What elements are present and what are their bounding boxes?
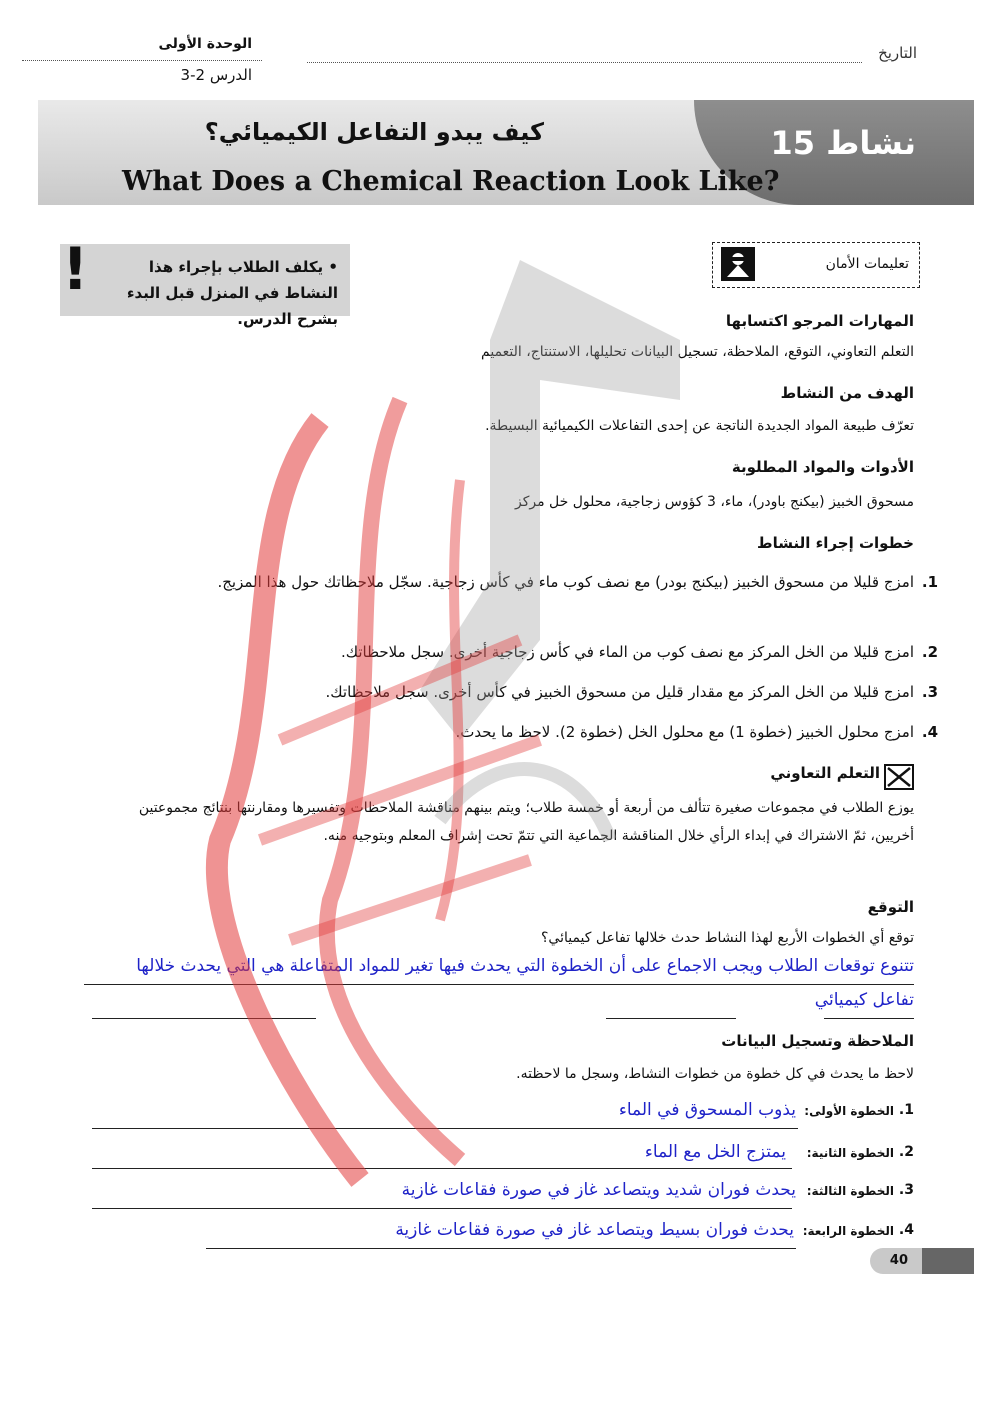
- safety-goggles-icon: [721, 247, 755, 281]
- observation-number: 2.: [898, 1144, 914, 1160]
- step-number: 3.: [921, 683, 938, 701]
- observation-label: الخطوة الثانية:: [806, 1146, 894, 1160]
- goal-text: تعرّف طبيعة المواد الجديدة الناتجة عن إحدى التفاعلات الكيميائية البسيطة.: [485, 418, 914, 434]
- observation-heading: الملاحظة وتسجيل البيانات: [721, 1032, 914, 1050]
- safety-box: [712, 242, 920, 288]
- observation-label: الخطوة الأولى:: [804, 1104, 894, 1118]
- answer-line: [824, 1018, 914, 1019]
- page-number: 40: [889, 1253, 908, 1268]
- exclamation-icon: !: [62, 235, 89, 303]
- answer-line: [206, 1248, 796, 1249]
- step-text: امزج قليلا من الخل المركز مع نصف كوب من الماء في كأس زجاجية أخرى. سجل ملاحظاتك.: [340, 643, 914, 661]
- procedure-heading: خطوات إجراء النشاط: [757, 534, 914, 552]
- coop-heading: التعلم التعاوني: [770, 764, 880, 782]
- teacher-note: [60, 235, 350, 328]
- procedure-step: [114, 718, 938, 746]
- title-arabic: كيف يبدو التفاعل الكيميائي؟: [204, 118, 544, 146]
- answer-line: [606, 1018, 736, 1019]
- coop-text: يوزع الطلاب في مجموعات صغيرة تتألف من أربعة أو خمسة طلاب؛ ويتم بينهم مناقشة الملاحظات وتفسيرها ومقارنتها بنتائج مجموعتين أخريين، ثمّ الاشتراك في إبداء الرأي خلال المناقشة الجماعية التي تتمّ تحت إشراف المعلم وبتوجيه منه.: [138, 800, 914, 844]
- cooperative-learning-icon: [884, 764, 914, 790]
- procedure-step: [114, 638, 938, 666]
- step-number: 2.: [921, 643, 938, 661]
- observation-label: الخطوة الثالثة:: [806, 1184, 894, 1198]
- title-english: What Does a Chemical Reaction Look Like?: [122, 166, 780, 197]
- answer-line: [92, 1208, 792, 1209]
- materials-heading: الأدوات والمواد المطلوبة: [731, 458, 914, 476]
- observation-number: 3.: [898, 1182, 914, 1198]
- materials-text: مسحوق الخبيز (بيكنج باودر)، ماء، 3 كؤوس زجاجية، محلول خل مركز: [514, 494, 914, 510]
- step-number: 4.: [921, 723, 938, 741]
- unit-title: الوحدة الأولى: [158, 36, 252, 52]
- unit-separator: [22, 60, 262, 61]
- step-text: امزج محلول الخبيز (خطوة 1) مع محلول الخل (خطوة 2). لاحظ ما يحدث.: [455, 723, 914, 741]
- prediction-answer-line2: تفاعل كيميائي: [814, 990, 914, 1010]
- observation-answer: يذوب المسحوق في الماء: [618, 1100, 796, 1120]
- date-line: [307, 62, 862, 63]
- activity-banner: [38, 100, 974, 205]
- skills-text: التعلم التعاوني، التوقع، الملاحظة، تسجيل البيانات تحليلها، الاستنتاج، التعميم: [481, 344, 914, 360]
- answer-line: [92, 1128, 798, 1129]
- step-text: امزج قليلا من مسحوق الخبيز (بيكنج بودر) مع نصف كوب ماء في كأس زجاجية. سجّل ملاحظاتك حول هذا المزيج.: [217, 573, 914, 591]
- activity-label: نشاط 15: [770, 124, 916, 162]
- page-number-bar: [922, 1248, 974, 1274]
- goal-heading: الهدف من النشاط: [780, 384, 914, 402]
- observation-answer: يحدث فوران شديد ويتصاعد غاز في صورة فقاعات غازية: [401, 1180, 796, 1200]
- observation-number: 4.: [898, 1222, 914, 1238]
- answer-line: [92, 1168, 792, 1169]
- observation-answer: يحدث فوران بسيط ويتصاعد غاز في صورة فقاعات غازية: [395, 1220, 794, 1240]
- teacher-note-text: • يكلف الطلاب بإجراء هذا النشاط في المنزل قبل البدء بشرح الدرس.: [126, 258, 338, 328]
- procedure-step: [114, 678, 938, 706]
- answer-line: [84, 984, 914, 985]
- date-label: التاريخ: [878, 44, 917, 62]
- procedure-step: [114, 568, 938, 596]
- prediction-heading: التوقع: [867, 898, 914, 916]
- observation-label: الخطوة الرابعة:: [802, 1224, 894, 1238]
- observation-instruction: لاحظ ما يحدث في كل خطوة من خطوات النشاط، وسجل ما لاحظته.: [516, 1066, 914, 1082]
- step-text: امزج قليلا من الخل المركز مع مقدار قليل من مسحوق الخبيز في كأس أخرى. سجل ملاحظاتك.: [325, 683, 914, 701]
- unit-lesson-box: [32, 30, 252, 92]
- skills-heading: المهارات المرجو اكتسابها: [725, 312, 914, 330]
- observation-number: 1.: [898, 1102, 914, 1118]
- prediction-question: توقع أي الخطوات الأربع لهذا النشاط حدث خلالها تفاعل كيميائي؟: [540, 930, 914, 946]
- safety-label: تعليمات الأمان: [825, 256, 909, 272]
- lesson-number: الدرس 2-3: [180, 66, 252, 84]
- prediction-answer-line1: تتنوع توقعات الطلاب ويجب الاجماع على أن الخطوة التي يحدث فيها تغير للمواد المتفاعلة هي التي يحدث خلالها: [136, 956, 914, 976]
- answer-line: [92, 1018, 316, 1019]
- observation-answer: يمتزج الخل مع الماء: [644, 1142, 786, 1162]
- step-number: 1.: [921, 573, 938, 591]
